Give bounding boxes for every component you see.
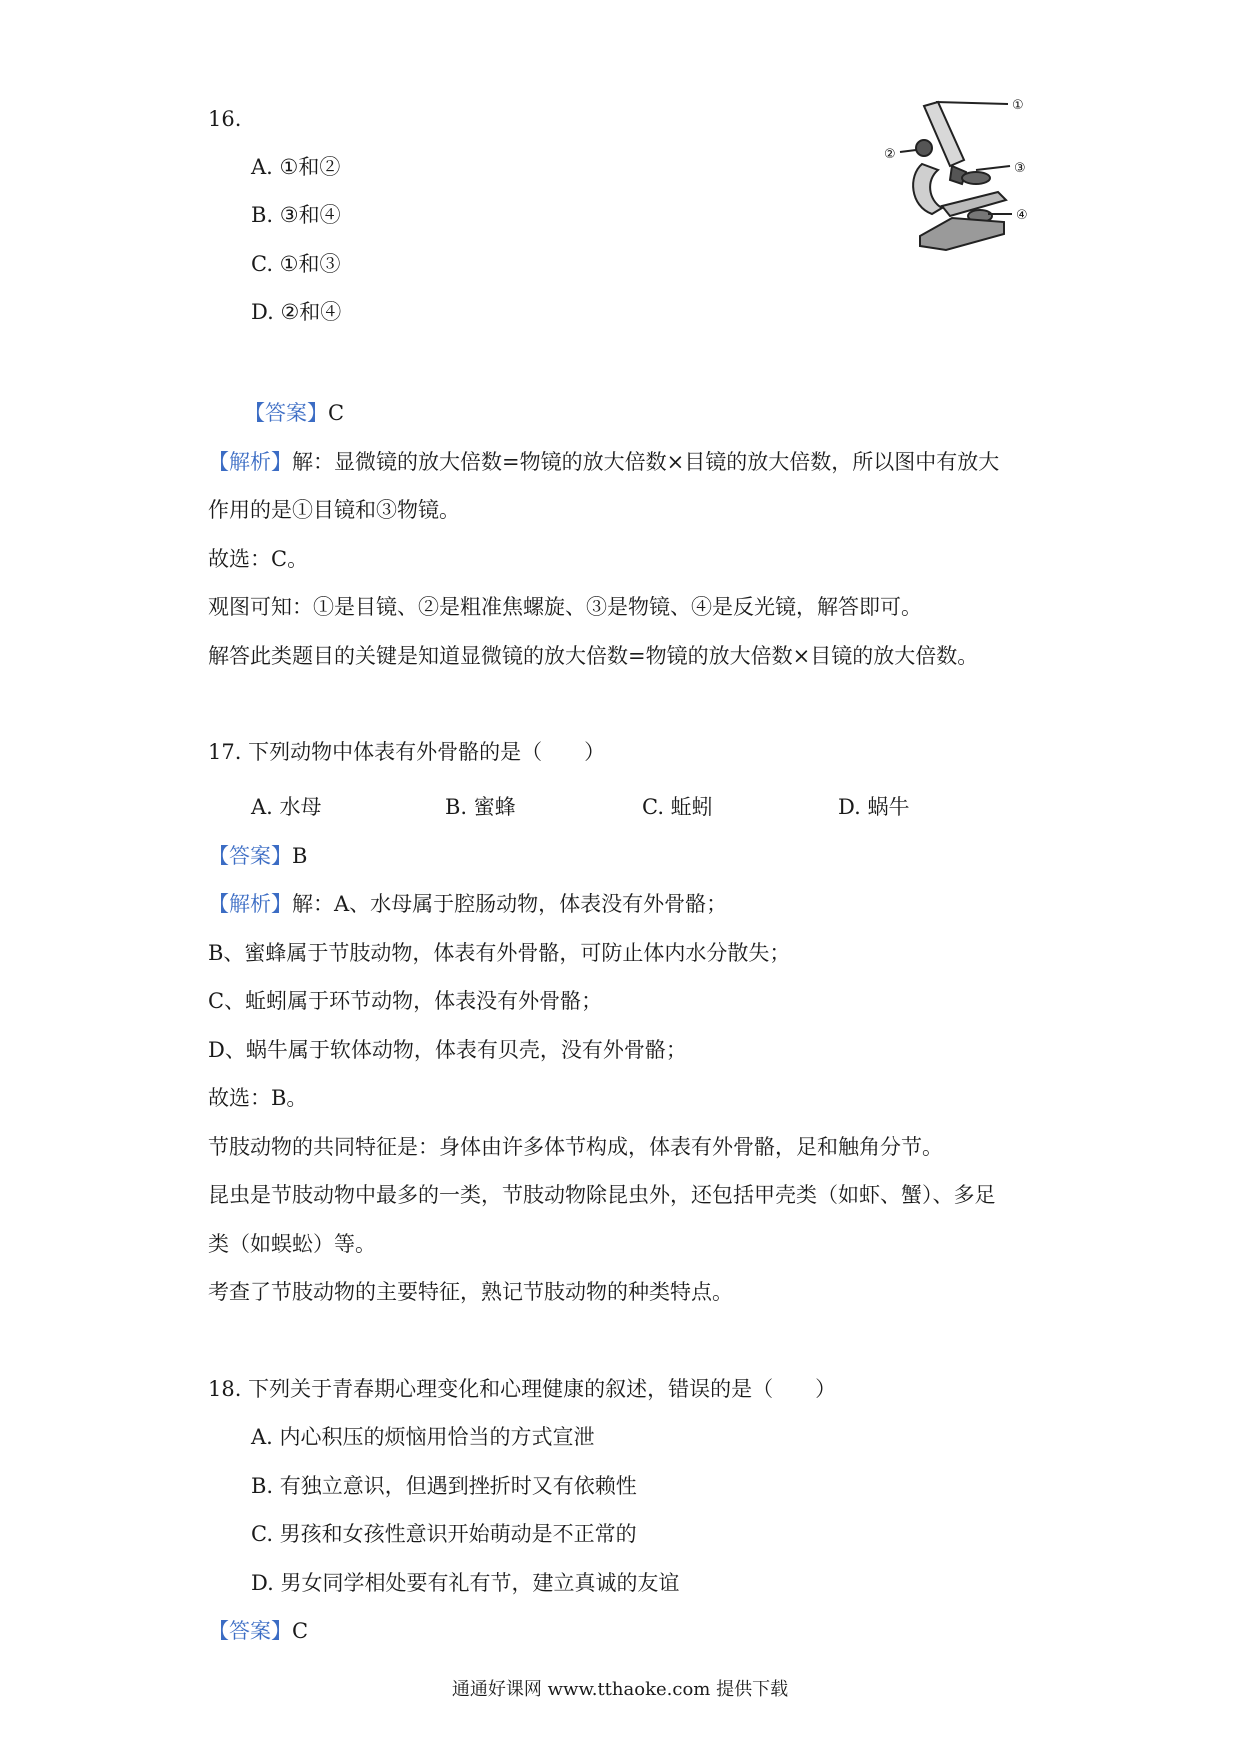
q17-options xyxy=(251,794,971,820)
q18-option-d: D. 男女同学相处要有礼有节，建立真诚的友谊 xyxy=(251,1571,680,1595)
q16-note-2: 解答此类题目的关键是知道显微镜的放大倍数=物镜的放大倍数×目镜的放大倍数。 xyxy=(208,644,979,668)
microscope-figure xyxy=(880,96,1040,256)
q16-option-c: C. ①和③ xyxy=(251,252,341,276)
q18-answer xyxy=(208,1618,308,1644)
q17-option-c: C. 蚯蚓 xyxy=(642,795,713,819)
answer-value: B xyxy=(292,844,308,868)
answer-tag: 【答案】 xyxy=(208,844,292,868)
analysis-tag: 【解析】 xyxy=(208,892,292,916)
q17-line-c: C、蚯蚓属于环节动物，体表没有外骨骼； xyxy=(208,989,603,1013)
q17-note-1: 节肢动物的共同特征是：身体由许多体节构成，体表有外骨骼，足和触角分节。 xyxy=(208,1135,943,1159)
q16-analysis-1 xyxy=(208,449,999,475)
q17-choose: 故选：B。 xyxy=(208,1086,308,1110)
q18-option-b: B. 有独立意识，但遇到挫折时又有依赖性 xyxy=(251,1474,637,1498)
q17-option-a: A. 水母 xyxy=(251,795,322,819)
q16-option-d: D. ②和④ xyxy=(251,300,342,324)
figure-label-4: ④ xyxy=(1016,208,1028,223)
answer-value: C xyxy=(328,401,345,425)
q16-option-b: B. ③和④ xyxy=(251,203,341,227)
q17-note-2: 昆虫是节肢动物中最多的一类，节肢动物除昆虫外，还包括甲壳类（如虾、蟹）、多足 xyxy=(208,1183,996,1207)
q16-note-1: 观图可知：①是目镜、②是粗准焦螺旋、③是物镜、④是反光镜，解答即可。 xyxy=(208,595,922,619)
q17-line-d: D、蜗牛属于软体动物，体表有贝壳，没有外骨骼； xyxy=(208,1038,687,1062)
q17-line-b: B、蜜蜂属于节肢动物，体表有外骨骼，可防止体内水分散失； xyxy=(208,941,791,965)
q16-number: 16. xyxy=(208,107,242,131)
q18-stem: 18. 下列关于青春期心理变化和心理健康的叙述，错误的是（ ） xyxy=(208,1377,837,1401)
q17-answer xyxy=(208,843,307,869)
figure-label-2: ② xyxy=(884,147,896,162)
q18-option-c: C. 男孩和女孩性意识开始萌动是不正常的 xyxy=(251,1522,637,1546)
q17-note-3: 类（如蜈蚣）等。 xyxy=(208,1232,376,1256)
q17-option-d: D. 蜗牛 xyxy=(838,795,910,819)
q17-note-4: 考查了节肢动物的主要特征，熟记节肢动物的种类特点。 xyxy=(208,1280,733,1304)
q17-analysis-1 xyxy=(208,891,727,917)
analysis-text: 解：A、水母属于腔肠动物，体表没有外骨骼； xyxy=(292,892,728,916)
figure-label-3: ③ xyxy=(1014,161,1026,176)
q16-answer xyxy=(244,400,344,426)
analysis-text: 解：显微镜的放大倍数=物镜的放大倍数×目镜的放大倍数，所以图中有放大 xyxy=(292,450,1000,474)
q16-choose: 故选：C。 xyxy=(208,547,309,571)
q17-option-b: B. 蜜蜂 xyxy=(445,795,516,819)
figure-label-1: ① xyxy=(1012,98,1024,113)
page-footer: 通通好课网 www.tthaoke.com 提供下载 xyxy=(451,1679,789,1700)
answer-tag: 【答案】 xyxy=(244,401,328,425)
q16-option-a: A. ①和② xyxy=(251,155,341,179)
answer-tag: 【答案】 xyxy=(208,1619,292,1643)
q17-stem: 17. 下列动物中体表有外骨骼的是（ ） xyxy=(208,740,606,764)
answer-value: C xyxy=(292,1619,309,1643)
q18-option-a: A. 内心积压的烦恼用恰当的方式宣泄 xyxy=(251,1425,595,1449)
analysis-tag: 【解析】 xyxy=(208,450,292,474)
q16-analysis-2: 作用的是①目镜和③物镜。 xyxy=(208,498,460,522)
